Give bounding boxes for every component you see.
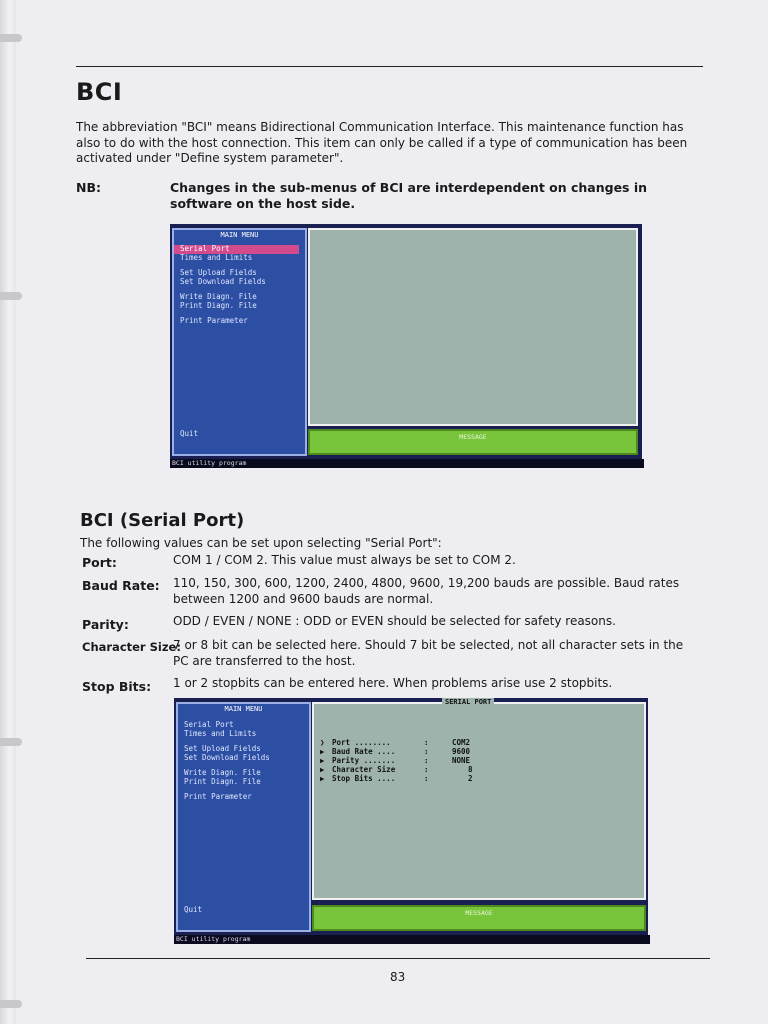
field-value-char-size[interactable]: 8 — [468, 765, 473, 774]
bullet-icon: ▶ — [320, 756, 325, 765]
def-label-port: Port: — [82, 555, 117, 570]
menu-item-print-diagn[interactable]: Print Diagn. File — [180, 300, 257, 310]
serial-port-title: SERIAL PORT — [442, 698, 494, 706]
def-text-char-size: 7 or 8 bit can be selected here. Should 7 bit be selected, not all character sets in the PC are transferred to the host. — [173, 638, 684, 668]
caret-icon: ❯ — [320, 738, 325, 747]
message-bar: MESSAGE — [312, 905, 646, 931]
def-label-stop-bits: Stop Bits: — [82, 679, 152, 694]
def-text-stop-bits: 1 or 2 stopbits can be entered here. When problems arise use 2 stopbits. — [173, 676, 613, 690]
status-line: BCI utility program — [174, 935, 650, 944]
menu-item-write-diagn[interactable]: Write Diagn. File — [180, 292, 257, 301]
menu-item-write-diagn[interactable]: Write Diagn. File — [184, 768, 261, 777]
menu-item-download-fields[interactable]: Set Download Fields — [180, 276, 266, 286]
def-label-char-size: Character Size: — [82, 640, 181, 654]
page-number: 83 — [390, 970, 406, 984]
def-text-baud: 110, 150, 300, 600, 1200, 2400, 4800, 9600, 19,200 bauds are possible. Baud rates between 1200 and 9600 bauds are normal. — [173, 576, 680, 606]
menu-item-print-diagn[interactable]: Print Diagn. File — [184, 776, 261, 786]
nb-text: Changes in the sub-menus of BCI are interdependent on changes in software on the host side. — [170, 180, 648, 211]
field-label-port[interactable]: Port ........ — [332, 738, 391, 747]
field-label-baud[interactable]: Baud Rate .... — [332, 747, 396, 756]
menu-item-quit[interactable]: Quit — [184, 904, 203, 914]
def-label-baud: Baud Rate: — [82, 578, 160, 593]
menu-item-upload-fields[interactable]: Set Upload Fields — [180, 268, 257, 277]
field-separator: : — [424, 738, 429, 747]
field-separator: : — [424, 765, 429, 774]
nb-label: NB: — [76, 180, 101, 195]
menu-item-quit[interactable]: Quit — [180, 428, 199, 438]
field-value-parity[interactable]: NONE — [452, 756, 471, 765]
field-separator: : — [424, 747, 429, 756]
menu-item-times-limits[interactable]: Times and Limits — [180, 252, 253, 262]
def-label-parity: Parity: — [82, 617, 129, 632]
status-line: BCI utility program — [170, 459, 644, 468]
field-label-parity[interactable]: Parity ....... — [332, 756, 396, 765]
field-value-baud[interactable]: 9600 — [452, 747, 471, 756]
field-value-port[interactable]: COM2 — [452, 738, 471, 747]
menu-item-serial-port[interactable]: Serial Port — [184, 720, 234, 729]
page-heading: BCI — [76, 78, 123, 106]
bullet-icon: ▶ — [320, 774, 325, 783]
bullet-icon: ▶ — [320, 765, 325, 774]
main-menu-panel — [172, 228, 307, 456]
message-bar: MESSAGE — [308, 429, 638, 455]
serial-port-dialog — [312, 702, 646, 900]
menu-item-times-limits[interactable]: Times and Limits — [184, 728, 257, 738]
binder-ring — [0, 738, 22, 746]
main-menu-panel — [176, 702, 311, 932]
menu-title: MAIN MENU — [224, 705, 263, 713]
top-rule — [76, 66, 703, 67]
bottom-rule — [86, 958, 710, 959]
menu-item-serial-port[interactable]: Serial Port — [174, 245, 299, 254]
def-text-port: COM 1 / COM 2. This value must always be set to COM 2. — [173, 553, 516, 567]
serial-port-screenshot — [174, 698, 648, 944]
display-area — [308, 228, 638, 426]
field-label-stop-bits[interactable]: Stop Bits .... — [332, 774, 396, 783]
section-title: BCI (Serial Port) — [80, 510, 245, 531]
binder-ring — [0, 1000, 22, 1008]
section-intro: The following values can be set upon selecting "Serial Port": — [80, 536, 442, 550]
binder-ring — [0, 34, 22, 42]
binder-edge — [0, 0, 16, 1024]
binder-ring — [0, 292, 22, 300]
menu-item-print-parameter[interactable]: Print Parameter — [184, 792, 252, 801]
menu-item-print-parameter[interactable]: Print Parameter — [180, 316, 248, 325]
field-separator: : — [424, 774, 429, 783]
intro-paragraph: The abbreviation "BCI" means Bidirectional Communication Interface. This maintenance function has also to do with the host connection. This item can only be called if a type of communication has been activated under "Define system parameter". — [76, 120, 688, 165]
field-separator: : — [424, 756, 429, 765]
menu-item-download-fields[interactable]: Set Download Fields — [184, 752, 270, 762]
bullet-icon: ▶ — [320, 747, 325, 756]
field-label-char-size[interactable]: Character Size — [332, 765, 396, 774]
def-text-parity: ODD / EVEN / NONE : ODD or EVEN should be selected for safety reasons. — [173, 614, 616, 628]
field-value-stop-bits[interactable]: 2 — [468, 774, 473, 783]
menu-title: MAIN MENU — [220, 231, 259, 239]
main-menu-screenshot — [170, 224, 642, 468]
menu-item-upload-fields[interactable]: Set Upload Fields — [184, 744, 261, 753]
